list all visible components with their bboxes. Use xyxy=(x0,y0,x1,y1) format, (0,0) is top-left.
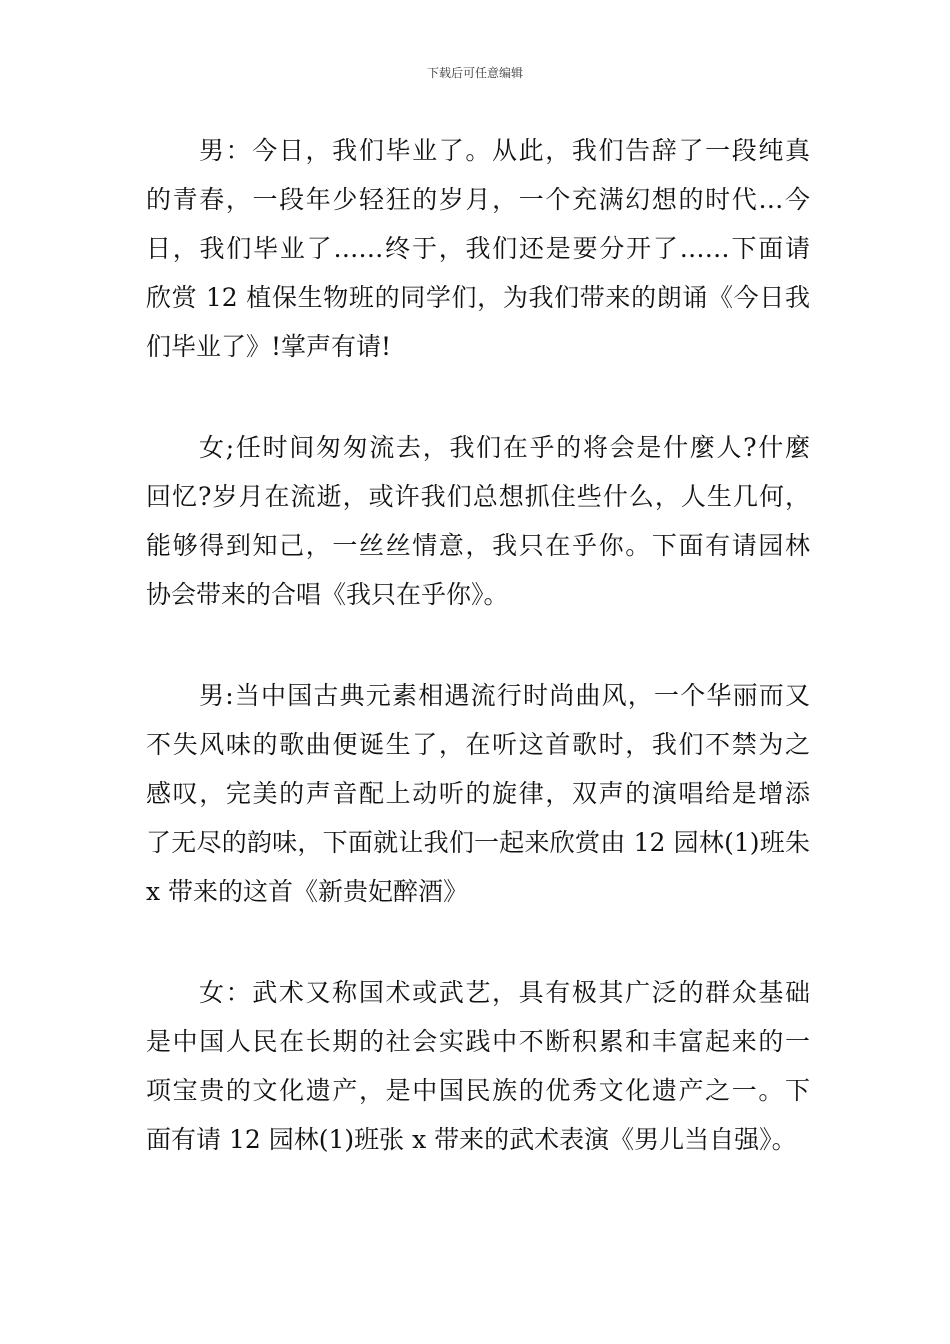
text-line: 项宝贵的文化遗产，是中国民族的优秀文化遗产之一。下 xyxy=(146,1076,810,1105)
text-line: 男：今日，我们毕业了。从此，我们告辞了一段纯真 xyxy=(199,136,810,165)
text-line: 回忆?岁月在流逝，或许我们总想抓住些什么，人生几何， xyxy=(146,482,810,511)
text-line: 不失风味的歌曲便诞生了，在听这首歌时，我们不禁为之 xyxy=(146,730,810,759)
text-line: 能够得到知己，一丝丝情意，我只在乎你。下面有请园林 xyxy=(146,531,810,560)
text-line: 是中国人民在长期的社会实践中不断积累和丰富起来的一 xyxy=(146,1027,810,1056)
text-line: 感叹，完美的声音配上动听的旋律，双声的演唱给是增添 xyxy=(146,779,810,808)
text-line: 了无尽的韵味，下面就让我们一起来欣赏由 12 园林(1)班朱 xyxy=(146,828,810,857)
paragraph-male-song xyxy=(146,671,810,916)
text-line: 们毕业了》!掌声有请! xyxy=(146,332,392,361)
document-body xyxy=(146,126,810,1216)
paragraph-male-graduation xyxy=(146,126,810,371)
paragraph-female-martial-arts xyxy=(146,968,810,1164)
text-line: 女：武术又称国术或武艺，具有极其广泛的群众基础 xyxy=(199,978,810,1007)
text-line: 女;任时间匆匆流去，我们在乎的将会是什麼人?什麼 xyxy=(199,433,810,462)
text-line: 欣赏 12 植保生物班的同学们，为我们带来的朗诵《今日我 xyxy=(146,283,810,312)
text-line: x 带来的这首《新贵妃醉酒》 xyxy=(146,877,469,906)
text-line: 的青春，一段年少轻狂的岁月，一个充满幻想的时代…今 xyxy=(146,185,810,214)
page-header: 下载后可任意编辑 xyxy=(426,66,523,80)
text-line: 日，我们毕业了……终于，我们还是要分开了……下面请 xyxy=(146,234,810,263)
text-line: 男:当中国古典元素相遇流行时尚曲风，一个华丽而又 xyxy=(199,681,810,710)
text-line: 面有请 12 园林(1)班张 x 带来的武术表演《男儿当自强》。 xyxy=(146,1125,797,1154)
text-line: 协会带来的合唱《我只在乎你》。 xyxy=(146,580,509,609)
paragraph-female-only-care xyxy=(146,423,810,619)
